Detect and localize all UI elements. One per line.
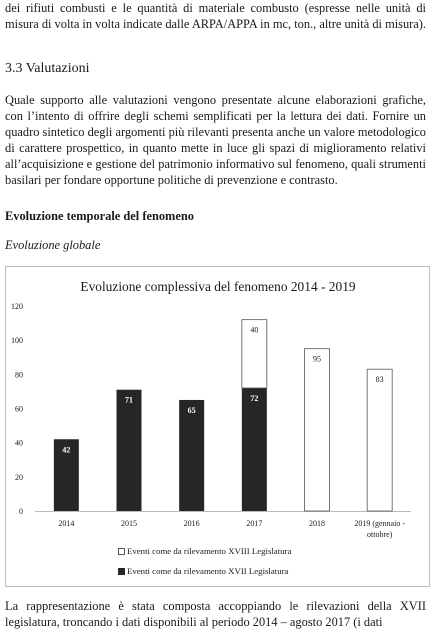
data-label: 42	[62, 445, 71, 455]
x-tick-label: 2014	[58, 519, 75, 528]
subsection-heading-global: Evoluzione globale	[5, 238, 101, 252]
legend-swatch-xviii	[118, 548, 125, 555]
section-heading: 3.3 Valutazioni	[5, 61, 90, 76]
x-tick-label: 2019 (gennaio -	[354, 519, 405, 528]
bar	[179, 400, 204, 511]
legend-label-xvii: Eventi come da rilevamento XVII Legislatura	[127, 566, 289, 576]
y-tick-label: 40	[15, 438, 23, 448]
data-label: 72	[250, 394, 259, 403]
data-label: 83	[375, 375, 384, 385]
subsection-heading-evolution: Evoluzione temporale del fenomeno	[5, 209, 194, 223]
bar	[242, 388, 267, 511]
legend-label-xviii: Eventi come da rilevamento XVIII Legislatura	[127, 546, 292, 556]
bar	[367, 369, 392, 511]
legend-swatch-xvii	[118, 568, 125, 575]
data-label: 65	[187, 405, 196, 415]
x-tick-label: 2015	[121, 519, 137, 528]
chart-container	[5, 266, 430, 587]
data-label: 95	[313, 354, 321, 364]
y-tick-label: 80	[15, 370, 23, 380]
chart-title: Evoluzione complessiva del fenomeno 2014 - 2019	[80, 279, 356, 294]
paragraph-intro-continued: dei rifiuti combusti e le quantità di materiale combusto (espresse nelle unità di misura di volta in volta indicate dalle ARPA/APPA in mc, ton., altre unità di misura).	[5, 1, 427, 31]
y-tick-label: 120	[11, 302, 23, 311]
y-tick-label: 100	[11, 336, 23, 346]
x-tick-label: 2018	[309, 519, 325, 528]
bar-chart	[6, 267, 431, 588]
y-tick-label: 0	[19, 507, 23, 516]
paragraph-representation: La rappresentazione è stata composta accoppiando le rilevazioni della XVII legislatura, troncando i dati disponibili al periodo 2014 – agosto 2017 (i dati	[5, 599, 426, 629]
paragraph-valutazioni: Quale supporto alle valutazioni vengono presentate alcune elaborazioni grafiche, con l’intento di offrire degli schemi semplificati per la lettura dei dati. Fornire un quadro sintetico degli argomenti più rilevanti presenta anche un valore metodologico di carattere prospettico, in quanto mette in luce gli spazi di miglioramento relativi all’acquisizione e gestione del patrimonio informativo sul fenomeno, quali strumenti basilari per fondare opportune politiche di prevenzione e contrasto.	[5, 93, 426, 187]
x-tick-label: 2016	[183, 519, 200, 528]
legend-item-xviii	[118, 546, 291, 556]
bar	[117, 390, 142, 511]
y-tick-label: 60	[15, 404, 23, 414]
bar	[305, 349, 330, 511]
data-label: 71	[125, 395, 133, 405]
y-tick-label: 20	[15, 472, 23, 482]
x-tick-label: 2017	[246, 519, 263, 528]
data-label: 40	[250, 325, 259, 335]
x-tick-label: ottobre)	[367, 530, 393, 539]
legend-item-xvii	[118, 566, 288, 576]
